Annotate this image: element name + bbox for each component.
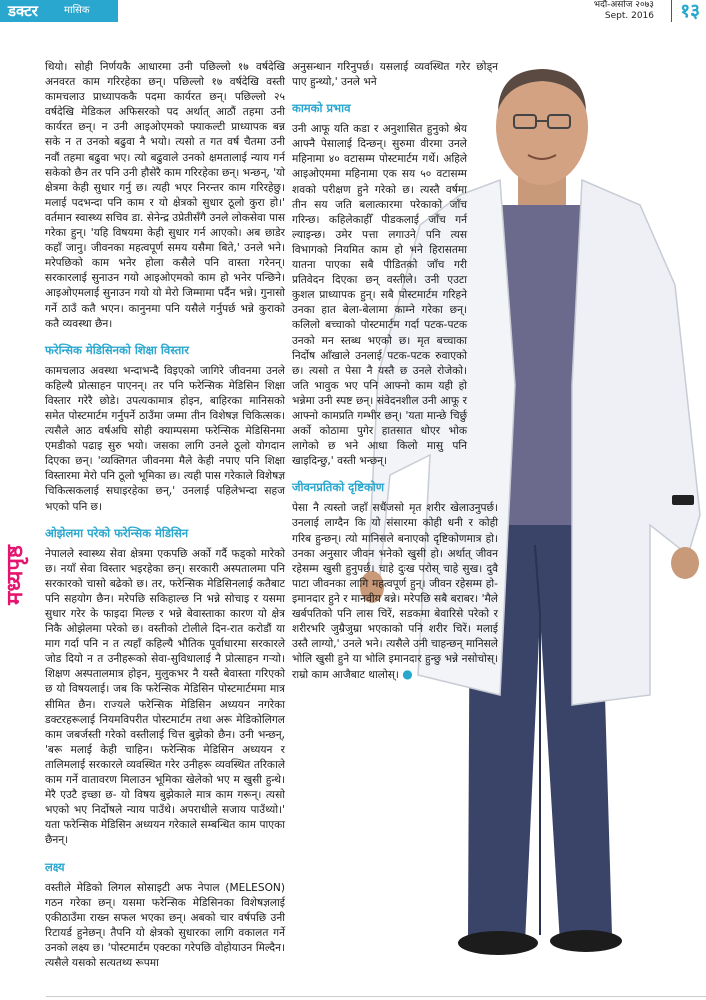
magazine-subtitle: मासिक (64, 5, 90, 16)
article-paragraph: कामचलाउ अवस्था भन्दाभन्दै विइएको जागिरे जीवनमा उनले कहिल्यै प्रोत्साहन पाएनन्। तर पनि फरेन्सिक मेडिसिन शिक्षा विस्तार गरेरै छोडे। उपत्यकामात्र होइन, बाहिरका मानिसको समेत पोस्टमार्टम गर्नुपर्ने ठाउँमा जम्मा तीन विशेषज्ञ चिकित्सक। त्यसैले आठ वर्षअघि सोही क्याम्पसमा फरेन्सिक मेडिसिनमा एमडीको पढाइ सुरु भयो। जसका लागि उनले ठूलो योगदान दिएका छन्। 'व्यक्तिगत जीवनमा मैले केही नपाए पनि शिक्षा विस्तारमा मेरो पनि ठूलो भूमिका छ। त्यही पास गरेकाले विशेषज्ञ चिकित्सकलाई सघाइरहेका छन्,' उनलाई पहिलेभन्दा सहज भएको पनि छ। (45, 364, 285, 513)
end-bullet-icon: ● (402, 667, 413, 682)
page-header (0, 0, 706, 22)
issue-date (594, 0, 654, 22)
article-paragraph: थियो। सोही निर्णयकै आधारमा उनी पछिल्लो १७ वर्षदेखि अनवरत काम गरिरहेका छन्। पछिल्लो १७ वर्षदेखि वस्ती कामचलाउ प्राध्यापककै पदमा कार्यरत छन्। पछिल्लो २५ वर्षदेखि मेडिकल अफिसरको पद अर्थात् आठौं तहमा उनी कार्यरत छन्। न उनी आइओएमको फ्याकल्टी प्राध्यापक बन्न सके न त उनको बढुवा नै भयो। त्यसो त गत वर्ष चैतमा उनी नवौं तहमा बढुवा भए। त्यो बढुवाले उनको क्षमतालाई न्याय गर्न सकेको छैन तर पनि उनी हौसेरै काम गरिरहेका छन्। भन्छन्, 'यो क्षेत्रमा केही सुधार गर्नु छ। त्यही भएर निरन्तर काम गरिरहेछु। मलाई पदभन्दा पनि काम र यो क्षेत्रको सुधार ठूलो कुरा हो।' वर्तमान स्वास्थ्य सचिव डा. सेनेन्द्र उप्रेतीसँगै उनले लोकसेवा पास गरेका हुन्। 'यहि विषयमा केही सुधार गर्न आएको। अब छाडेर कहाँ जानु। जीवनका महत्वपूर्ण समय यसैमा बिते,' उनले भने। मरेपछिको काम भनेर होला कसैले पनि वास्ता गरेनन्। सरकारलाई सुनाउन गयो आइओएमको काम हो भनेर पन्छिने। आइओएमलाई सुनाउन गयो यो मेरो जिम्मामा पर्दैन भन्ने। गुनासो गर्ने ठाउँ कतै भएन। कानुनमा पनि यसैले गर्नुपर्छ भन्ने कुराको कतै व्यवस्था छैन। (45, 61, 285, 330)
left-shoe (458, 931, 538, 955)
subheading-work-impact: कामको प्रभाव (292, 101, 351, 116)
wristwatch (672, 495, 694, 505)
section-label-tab (2, 498, 26, 658)
page-number: १३ (671, 0, 700, 22)
subheading-life-view: जीवनप्रतिको दृष्टिकोण (292, 480, 385, 495)
article-paragraph: अनुसन्धान गरिनुपर्छ। यसलाई व्यवस्थित गरेर छोड्न पाए हुन्थ्यो,' उनले भने (292, 61, 498, 89)
article-paragraph: उनी आफू यति कडा र अनुशासित हुनुको श्रेय आफ्नै पेसालाई दिन्छन्। सुरुमा वीरमा उनले महिनामा ४० वटासम्म पोस्टमार्टम गर्थे। अहिले आइओएममा महिनामा एक सय ५० वटासम्म शवको परीक्षण हुने गरेको छ। त्यस्तै वर्षमा तीन सय जति बलात्कारमा परेकाको जाँच गरिन्छ। कहिलेकाहीँ पीडकलाई जाँच गर्न ल्याइन्छ। उमेर पत्ता लगाउने पनि त्यस विभागको नियमित काम हो भने हिरासतमा यातना पाएका सबै पीडितको जाँच गरी प्रतिवेदन दिएका छन् वस्तीले। उनी एउटा कुशल प्राध्यापक हुन्। सबै पोस्टमार्टम गरिहने उनका हात बेला-बेलामा काम्ने गरेका छन्। कलिलो बच्चाको पोस्टमार्टम गर्दा पटक-पटक उनको मन स्तब्ध भएको छ। मृत बच्चाका निर्दोष आँखाले उनलाई पटक-पटक रुवाएको छ। त्यसो त पेसा नै यस्तै छ उनले रोजेको। जति भावुक भए पनि आफ्नो काम यही हो भन्नेमा उनी स्पष्ट छन्। संवेदनशील उनी आफू र आफ्नो कामप्रति गम्भीर छन्। 'यता मान्छे चिर्छु अर्को कोठामा पुगेर हातसात धोएर भोक लागेको छ भने आधा किलो मासु पनि खाइदिन्छु,' वस्ती भन्छन्। (292, 123, 467, 468)
article-paragraph: वस्तीले मेडिको लिगल सोसाइटी अफ नेपाल (MELESON) गठन गरेका छन्। यसमा फरेन्सिक मेडिसिनका विशेषज्ञलाई एकीठाउँमा राख्न सफल भएका छन्। अबको चार वर्षपछि उनी रिटायर्ड हुनेछन्। तैपनि यो क्षेत्रको सुधारका लागि वकालत गर्ने उनको लक्ष्य छ। 'पोस्टमार्टम एक्टका गरेपछि वोहोयाउन मिल्दैन। त्यसैले यसको सत्यतथ्य रूपमा (45, 881, 285, 969)
subheading-neglected-forensic: ओझेलमा परेको फरेन्सिक मेडिसिन (45, 525, 189, 540)
issue-date-nepali: भदौ-असोज २०७३ (593, 0, 654, 10)
right-column (292, 60, 498, 683)
footer-divider (46, 996, 706, 997)
right-hand (671, 547, 699, 579)
right-shoe (550, 930, 622, 952)
left-column (45, 60, 285, 971)
article-paragraph (292, 501, 498, 683)
subheading-goal: लक्ष्य (45, 859, 65, 874)
magazine-brand-bar (0, 0, 118, 22)
magazine-title: डक्टर (8, 2, 38, 20)
article-text: पेसा नै त्यस्तो जहाँ सधैंजसो मृत शरीर खेलाउनुपर्छ। उनलाई लाग्दैन कि यो संसारमा कोही धनी र कोही गरिब हुन्छन्। त्यो मानिसले बनाएको दृष्टिकोणमात्र हो। उनका अनुसार जीवन भनेको खुसी हो। अर्थात् जीवन रहेसम्म खुसी हुनुपर्छ। चाहे दुःख परोस् चाहे सुख। दुवै पाटा जीवनका लागि महत्वपूर्ण हुन्। जीवन रहेसम्म हो- इमानदार हुने र मानवीय बन्ने। मरेपछि सबै बराबर। 'मैले खर्बपतिको पनि लास चिरें, सडकमा बेवारिसे परेको र शरीरभरि जुम्रैजुम्रा भएकाको पनि शरीर चिरें। मलाई उस्तै लाग्यो,' उनले भने। त्यसैले उनी चाहन्छन् मानिसले भोलि खुसी हुने या भोलि इमानदार हुन्छु भन्ने नसोचोस्। राम्रो काम आजैबाट थालोस्। (292, 502, 498, 682)
subheading-forensic-education: फरेन्सिक मेडिसिनको शिक्षा विस्तार (45, 342, 189, 357)
lab-coat-right (572, 180, 700, 705)
section-label: मध्यपृष्ठ (3, 545, 28, 605)
article-paragraph: नेपालले स्वास्थ्य सेवा क्षेत्रमा एकपछि अर्को गर्दै फड्को मारेको छ। नयाँ सेवा विस्तार भइरहेका छन्। सरकारी अस्पतालमा पनि सरकारको चासो बढेको छ। तर, फरेन्सिक मेडिसिनलाई कतैबाट पनि सहयोग छैन। मरेपछि सकिहाल्छ नि भन्ने सोचाइ र यसमा सुधार गरेर के फाइदा मिल्छ र भन्ने बेवास्ताका कारण यो क्षेत्र निकै ओझेलमा परेको छ। वस्तीको टोलीले दिन-रात करोडौं या माग गर्दा पनि न त त्यहाँ कहिल्यै भौतिक पूर्वाधारमा सरकारले जोड दियो न त उनीहरूको सेवा-सुविधालाई नै प्रोत्साहन गऱ्यो। शिक्षण अस्पतालमात्र होइन, मुलुकभर नै यस्तै बेवास्ता गरिएको छ यो विषयलाई। जब कि फरेन्सिक मेडिसिन पोस्टमार्टममा मात्र सीमित छैन। राज्यले फरेन्सिक मेडिसिन अध्ययन नगरेका डक्टरहरूलाई नियमविपरीत पोस्टमार्टम तथा अरू मेडिकोलिगल काम जबर्जस्ती गरेको वस्तीलाई चित्त बुझेको छैन। उनी भन्छन्, 'बरू मलाई केही चाहिन। फरेन्सिक मेडिसिन अध्ययन र तालिमलाई सरकारले व्यवस्थित गरेर उनीहरू व्यवस्थित तरिकाले काम गर्ने वातावरण मिलाउन भूमिका खेलेको भए म खुसी हुन्थे। मेरै एउटै इच्छा छ- यो विषय बुझेकाले मात्र काम गरून्। त्यसो भएको भए निर्दोषले न्याय पाउँथे। अपराधीले सजाय पाउँथ्यो।' यता फरेन्सिक मेडिसिन अध्ययन गरेकाले सम्बन्धित काम पाएका छैनन्। (45, 547, 285, 847)
issue-date-english: Sept. 2016 (604, 11, 654, 21)
